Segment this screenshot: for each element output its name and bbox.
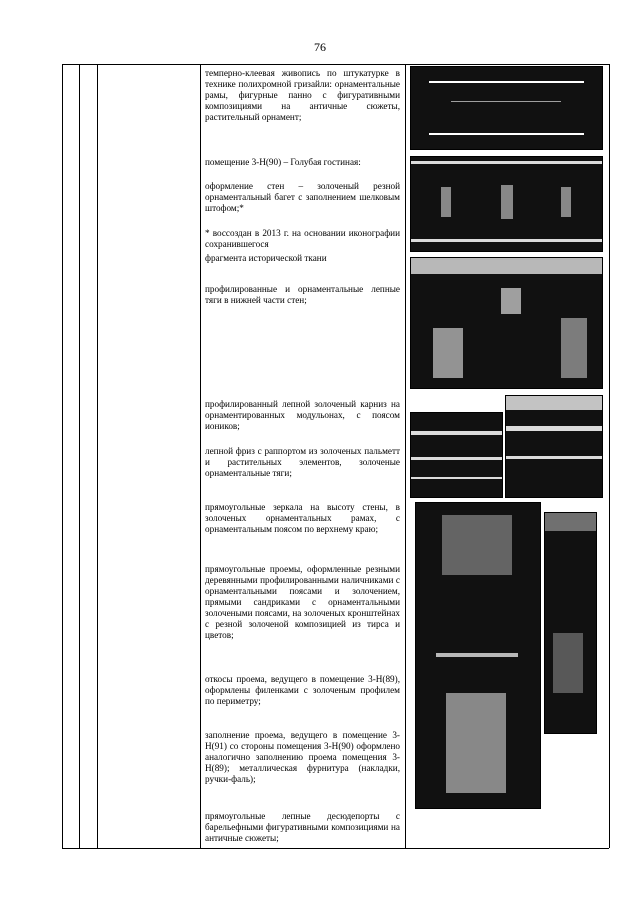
para-cornice: профилированный лепной золоченый карниз на орнаментированных модульонах, с поясом иоников; xyxy=(205,399,400,431)
photo-mirror-doorway xyxy=(415,502,541,809)
para-footnote-cont: фрагмента исторической ткани xyxy=(205,253,327,263)
table-border-top xyxy=(62,64,609,65)
para-door-fill: заполнение проема, ведущего в помещение 3-Н(91) со стороны помещения 3-Н(90) оформлено аналогично заполнению проема помещения 3-Н(89); металлическая фурнитура (накладки, ручки-фаль); xyxy=(205,730,400,784)
page-number: 76 xyxy=(314,40,326,54)
table-col-line-1 xyxy=(62,64,63,848)
para-footnote: * воссоздан в 2013 г. на основании иконографии сохранившегося xyxy=(205,228,400,249)
para-walls: оформление стен – золоченый резной орнаментальный багет с заполнением шелковым штофом;* xyxy=(205,181,400,213)
table-col-line-6 xyxy=(609,64,610,848)
table-col-line-2 xyxy=(79,64,80,848)
photo-frieze-detail xyxy=(505,395,603,498)
table-col-line-4 xyxy=(200,64,201,848)
photo-cornice xyxy=(410,412,503,498)
table-border-bottom xyxy=(62,848,609,849)
para-overdoors: прямоугольные лепные десюдепорты с барельефными фигуративными композициями на античные сюжеты; xyxy=(205,811,400,843)
para-painting: темперно-клеевая живопись по штукатурке в технике полихромной гризайли: орнаментальные рамы, фигурные панно с фигуративными композициями на античные сюжеты, растительный орнамент; xyxy=(205,68,400,122)
para-openings: прямоугольные проемы, оформленные резными деревянными профилированными наличниками с орнаментальными поясами и золочением, прямыми сандриками с орнаментальными золочеными поясами, на золоченых кронштейнах с резной золоченой композицией из тирса и цветов; xyxy=(205,564,400,640)
photo-chandelier-room xyxy=(410,257,603,389)
para-frieze: лепной фриз с раппортом из золоченых пальметт и растительных элементов, золоченые орнаментальные тяги; xyxy=(205,446,400,478)
photo-mirror-wall xyxy=(544,512,597,734)
para-reveals: откосы проема, ведущего в помещение 3-Н(89), оформлены филенками с золоченым профилем по периметру; xyxy=(205,674,400,706)
para-mirrors: прямоугольные зеркала на высоту стены, в золоченых орнаментальных рамах, с орнаментальным поясом по верхнему краю; xyxy=(205,502,400,534)
table-col-line-5 xyxy=(405,64,406,848)
photo-ceiling-painting xyxy=(410,66,603,150)
para-room-heading: помещение 3-Н(90) – Голубая гостиная: xyxy=(205,157,361,167)
para-moldings: профилированные и орнаментальные лепные тяги в нижней части стен; xyxy=(205,284,400,305)
table-col-line-3 xyxy=(97,64,98,848)
photo-wall-frieze xyxy=(410,156,603,252)
